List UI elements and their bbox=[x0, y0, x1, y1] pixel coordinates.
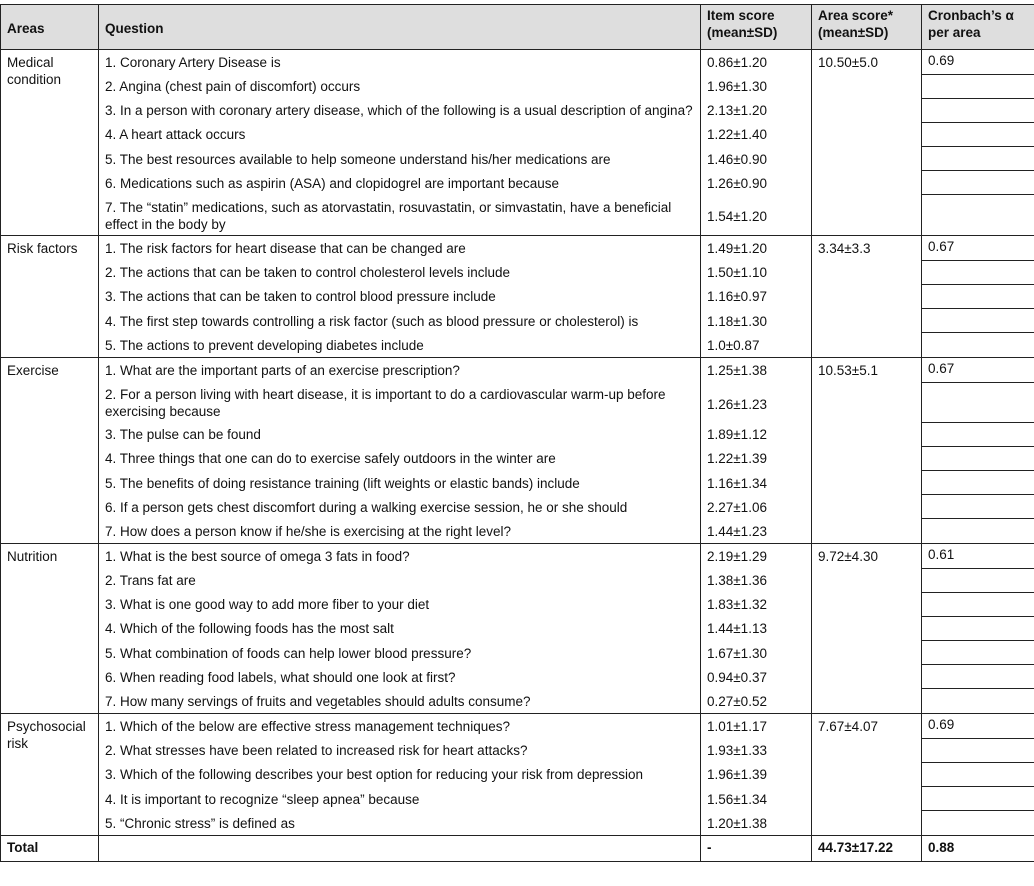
area-score: 10.53±5.1 bbox=[812, 358, 922, 544]
question-text: 4. The first step towards controlling a risk factor (such as blood pressure or cholesterol) is bbox=[99, 309, 701, 333]
item-score: 1.20±1.38 bbox=[701, 811, 812, 836]
header-item-score: Item score (mean±SD) bbox=[701, 5, 812, 50]
item-score: 1.16±0.97 bbox=[701, 284, 812, 308]
item-score: 1.01±1.17 bbox=[701, 714, 812, 739]
alpha-blank bbox=[922, 763, 1034, 787]
alpha-value: 0.61 bbox=[922, 544, 1034, 569]
table-body bbox=[1, 50, 1034, 862]
question-text: 4. It is important to recognize “sleep apnea” because bbox=[99, 787, 701, 811]
item-score: 1.44±1.13 bbox=[701, 616, 812, 640]
alpha-blank bbox=[922, 195, 1034, 236]
item-score: 1.22±1.40 bbox=[701, 122, 812, 146]
area-name: Medical condition bbox=[1, 50, 99, 236]
alpha-blank bbox=[922, 123, 1034, 147]
alpha-blank bbox=[922, 99, 1034, 123]
item-score: 1.96±1.39 bbox=[701, 762, 812, 786]
item-score: 1.50±1.10 bbox=[701, 260, 812, 284]
alpha-blank bbox=[922, 285, 1034, 309]
question-text: 1. The risk factors for heart disease that can be changed are bbox=[99, 236, 701, 261]
alpha-blank bbox=[922, 495, 1034, 519]
alpha-blank bbox=[922, 689, 1034, 714]
alpha-blank bbox=[922, 383, 1034, 423]
alpha-cell bbox=[922, 714, 1034, 836]
total-label: Total bbox=[1, 836, 99, 862]
item-score: 1.56±1.34 bbox=[701, 787, 812, 811]
alpha-blank bbox=[922, 569, 1034, 593]
question-text: 5. What combination of foods can help lower blood pressure? bbox=[99, 641, 701, 665]
alpha-cell bbox=[922, 236, 1034, 358]
question-text: 3. In a person with coronary artery disease, which of the following is a usual description of angina? bbox=[99, 98, 701, 122]
item-score: 1.96±1.30 bbox=[701, 74, 812, 98]
question-text: 2. Trans fat are bbox=[99, 568, 701, 592]
item-score: 1.54±1.20 bbox=[701, 195, 812, 236]
header-question: Question bbox=[99, 5, 701, 50]
item-score: 1.0±0.87 bbox=[701, 333, 812, 358]
question-text: 4. A heart attack occurs bbox=[99, 122, 701, 146]
table-row bbox=[1, 50, 1034, 75]
area-name: Psychosocial risk bbox=[1, 714, 99, 836]
alpha-stack bbox=[922, 236, 1034, 357]
header-row bbox=[1, 5, 1034, 50]
question-text: 3. Which of the following describes your best option for reducing your risk from depression bbox=[99, 762, 701, 786]
question-text: 3. What is one good way to add more fiber to your diet bbox=[99, 592, 701, 616]
alpha-value: 0.69 bbox=[922, 714, 1034, 739]
header-alpha: Cronbach’s α per area bbox=[922, 5, 1034, 50]
question-text: 1. Coronary Artery Disease is bbox=[99, 50, 701, 75]
question-text: 4. Which of the following foods has the most salt bbox=[99, 616, 701, 640]
alpha-blank bbox=[922, 423, 1034, 447]
alpha-blank bbox=[922, 147, 1034, 171]
header-areas: Areas bbox=[1, 5, 99, 50]
question-text: 7. The “statin” medications, such as atorvastatin, rosuvastatin, or simvastatin, have a beneficial effect in the body by bbox=[99, 195, 701, 236]
question-text: 6. Medications such as aspirin (ASA) and clopidogrel are important because bbox=[99, 171, 701, 195]
area-name: Risk factors bbox=[1, 236, 99, 358]
question-text: 3. The actions that can be taken to control blood pressure include bbox=[99, 284, 701, 308]
item-score: 0.94±0.37 bbox=[701, 665, 812, 689]
item-score: 0.27±0.52 bbox=[701, 689, 812, 714]
question-text: 5. The benefits of doing resistance training (lift weights or elastic bands) include bbox=[99, 471, 701, 495]
question-text: 2. What stresses have been related to increased risk for heart attacks? bbox=[99, 738, 701, 762]
alpha-blank bbox=[922, 811, 1034, 836]
question-text: 1. What is the best source of omega 3 fats in food? bbox=[99, 544, 701, 569]
header-area-score: Area score* (mean±SD) bbox=[812, 5, 922, 50]
item-score: 2.13±1.20 bbox=[701, 98, 812, 122]
question-text: 7. How does a person know if he/she is exercising at the right level? bbox=[99, 519, 701, 544]
alpha-stack bbox=[922, 714, 1034, 835]
area-name: Exercise bbox=[1, 358, 99, 544]
alpha-blank bbox=[922, 333, 1034, 358]
question-text: 5. The actions to prevent developing diabetes include bbox=[99, 333, 701, 358]
question-text: 5. The best resources available to help someone understand his/her medications are bbox=[99, 147, 701, 171]
alpha-blank bbox=[922, 665, 1034, 689]
total-alpha: 0.88 bbox=[922, 836, 1034, 862]
alpha-value: 0.69 bbox=[922, 50, 1034, 75]
item-score: 1.83±1.32 bbox=[701, 592, 812, 616]
question-text: 2. For a person living with heart disease, it is important to do a cardiovascular warm-up before exercising because bbox=[99, 382, 701, 422]
total-area-score: 44.73±17.22 bbox=[812, 836, 922, 862]
question-text: 2. The actions that can be taken to control cholesterol levels include bbox=[99, 260, 701, 284]
question-text: 4. Three things that one can do to exercise safely outdoors in the winter are bbox=[99, 446, 701, 470]
item-score: 1.67±1.30 bbox=[701, 641, 812, 665]
item-score: 1.89±1.12 bbox=[701, 422, 812, 446]
alpha-value: 0.67 bbox=[922, 236, 1034, 261]
question-text: 1. Which of the below are effective stress management techniques? bbox=[99, 714, 701, 739]
item-score: 1.49±1.20 bbox=[701, 236, 812, 261]
question-text: 2. Angina (chest pain of discomfort) occurs bbox=[99, 74, 701, 98]
area-score: 10.50±5.0 bbox=[812, 50, 922, 236]
total-question bbox=[99, 836, 701, 862]
question-text: 3. The pulse can be found bbox=[99, 422, 701, 446]
item-score: 1.25±1.38 bbox=[701, 358, 812, 383]
alpha-blank bbox=[922, 641, 1034, 665]
total-row bbox=[1, 836, 1034, 862]
alpha-blank bbox=[922, 171, 1034, 195]
question-text: 6. If a person gets chest discomfort during a walking exercise session, he or she should bbox=[99, 495, 701, 519]
alpha-stack bbox=[922, 50, 1034, 235]
item-score: 1.38±1.36 bbox=[701, 568, 812, 592]
item-score: 2.19±1.29 bbox=[701, 544, 812, 569]
alpha-blank bbox=[922, 75, 1034, 99]
table-row bbox=[1, 236, 1034, 261]
alpha-stack bbox=[922, 544, 1034, 713]
alpha-cell bbox=[922, 544, 1034, 714]
alpha-blank bbox=[922, 593, 1034, 617]
alpha-blank bbox=[922, 261, 1034, 285]
area-score: 7.67±4.07 bbox=[812, 714, 922, 836]
alpha-blank bbox=[922, 471, 1034, 495]
alpha-blank bbox=[922, 447, 1034, 471]
question-text: 6. When reading food labels, what should one look at first? bbox=[99, 665, 701, 689]
knowledge-questionnaire-table bbox=[0, 4, 1034, 862]
question-text: 7. How many servings of fruits and vegetables should adults consume? bbox=[99, 689, 701, 714]
question-text: 5. “Chronic stress” is defined as bbox=[99, 811, 701, 836]
table-row bbox=[1, 714, 1034, 739]
item-score: 0.86±1.20 bbox=[701, 50, 812, 75]
item-score: 1.44±1.23 bbox=[701, 519, 812, 544]
area-score: 3.34±3.3 bbox=[812, 236, 922, 358]
alpha-stack bbox=[922, 358, 1034, 543]
item-score: 1.26±0.90 bbox=[701, 171, 812, 195]
alpha-cell bbox=[922, 358, 1034, 544]
alpha-cell bbox=[922, 50, 1034, 236]
item-score: 1.93±1.33 bbox=[701, 738, 812, 762]
alpha-value: 0.67 bbox=[922, 358, 1034, 383]
total-item-score: - bbox=[701, 836, 812, 862]
question-text: 1. What are the important parts of an exercise prescription? bbox=[99, 358, 701, 383]
alpha-blank bbox=[922, 519, 1034, 544]
alpha-blank bbox=[922, 739, 1034, 763]
item-score: 1.16±1.34 bbox=[701, 471, 812, 495]
area-score: 9.72±4.30 bbox=[812, 544, 922, 714]
item-score: 1.26±1.23 bbox=[701, 382, 812, 422]
item-score: 1.46±0.90 bbox=[701, 147, 812, 171]
alpha-blank bbox=[922, 309, 1034, 333]
table-row bbox=[1, 358, 1034, 383]
item-score: 1.18±1.30 bbox=[701, 309, 812, 333]
item-score: 1.22±1.39 bbox=[701, 446, 812, 470]
alpha-blank bbox=[922, 787, 1034, 811]
table-row bbox=[1, 544, 1034, 569]
area-name: Nutrition bbox=[1, 544, 99, 714]
alpha-blank bbox=[922, 617, 1034, 641]
item-score: 2.27±1.06 bbox=[701, 495, 812, 519]
